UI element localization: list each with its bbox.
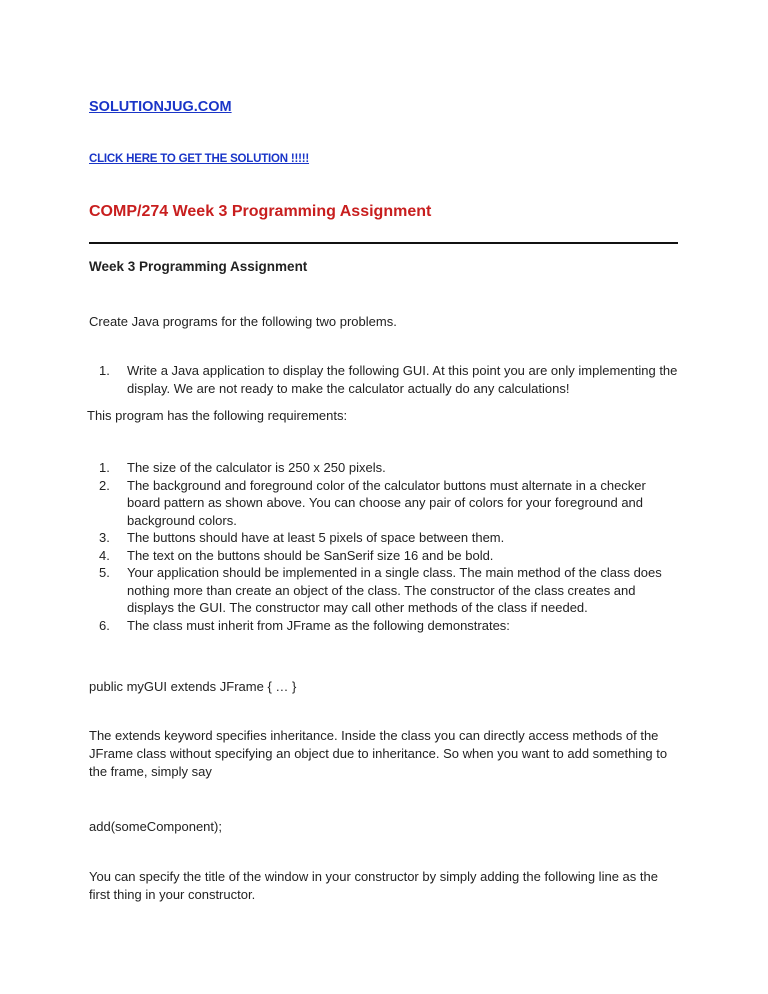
list-item <box>89 564 681 617</box>
requirements-list <box>89 459 681 634</box>
title-divider <box>89 242 678 244</box>
list-text: The class must inherit from JFrame as the following demonstrates: <box>127 617 510 633</box>
list-item <box>89 547 681 565</box>
list-number: 4. <box>99 547 110 563</box>
list-item <box>89 459 681 477</box>
list-text: The background and foreground color of the calculator buttons must alternate in a checker board pattern as shown above. You can choose any pair of colors for your foreground and background colors. <box>127 477 646 528</box>
list-item <box>89 529 681 547</box>
get-solution-link[interactable]: CLICK HERE TO GET THE SOLUTION !!!!! <box>89 153 310 165</box>
intro-paragraph: Create Java programs for the following two problems. <box>89 314 397 329</box>
window-title-paragraph: You can specify the title of the window in your constructor by simply adding the following line as the first thing in your constructor. <box>89 869 658 902</box>
extends-paragraph: The extends keyword specifies inheritance. Inside the class you can directly access methods of the JFrame class without specifying an object due to inheritance. So when you want to add something to the frame, simply say <box>89 728 668 779</box>
list-number: 5. <box>99 565 110 580</box>
requirements-intro: This program has the following requirements: <box>87 408 348 423</box>
list-item <box>89 362 681 397</box>
list-text: Write a Java application to display the following GUI. At this point you are only implementing the display. We are not ready to make the calculator actually do any calculations! <box>127 363 678 396</box>
list-number: 6. <box>99 617 110 633</box>
list-text: The size of the calculator is 250 x 250 pixels. <box>127 460 386 475</box>
list-number: 3. <box>99 530 110 545</box>
list-number: 2. <box>99 477 110 493</box>
list-item <box>89 477 681 530</box>
list-text: The text on the buttons should be SanSerif size 16 and be bold. <box>127 547 494 563</box>
code-add-line: add(someComponent); <box>89 819 222 834</box>
assignment-subheading: Week 3 Programming Assignment <box>89 259 308 274</box>
document-title: COMP/274 Week 3 Programming Assignment <box>89 203 432 220</box>
list-item <box>89 617 681 635</box>
list-text: Your application should be implemented in a single class. The main method of the class does nothing more than create an object of the class. The constructor of the class creates and displays the GUI. The constructor may call other methods of the class if needed. <box>127 565 662 615</box>
list-number: 1. <box>99 363 110 378</box>
list-number: 1. <box>99 460 110 475</box>
site-link[interactable]: SOLUTIONJUG.COM <box>89 99 232 115</box>
problem-list <box>89 362 681 397</box>
list-text: The buttons should have at least 5 pixels of space between them. <box>127 530 505 545</box>
code-extends-line: public myGUI extends JFrame { … } <box>89 679 297 694</box>
